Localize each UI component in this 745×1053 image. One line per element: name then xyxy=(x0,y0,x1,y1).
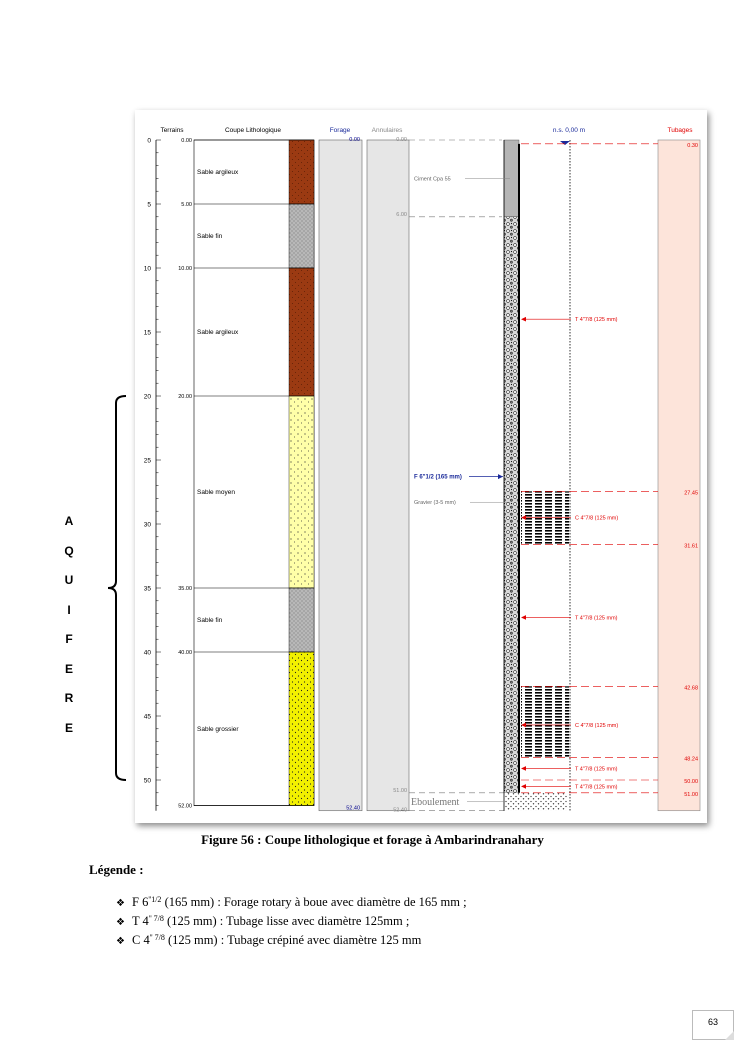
aquifer-bracket xyxy=(100,391,130,785)
drill-diameter-label: F 6"1/2 (165 mm) xyxy=(414,474,462,481)
annulaire-bottom-depth: 52.40 xyxy=(393,807,407,814)
aquifer-letter: F xyxy=(65,632,73,646)
depth-tick-label: 45 xyxy=(143,713,151,721)
casing-label: C 4"7/8 (125 mm) xyxy=(575,515,619,522)
aquifer-letter: E xyxy=(64,720,73,735)
tubage-depth-value: 27.45 xyxy=(684,490,698,497)
screen-section xyxy=(521,686,569,757)
aquifer-letter: A xyxy=(64,514,74,528)
casing-label: T 4"7/8 (125 mm) xyxy=(575,784,618,791)
legend-item-tubage-lisse: ❖ T $4^{'' 7/8}$ (125 mm) : Tubage lisse avec diamètre 125mm ; xyxy=(116,914,410,928)
figure-caption: Figure 56 : Coupe lithologique et forage à Ambarindranahary xyxy=(201,832,544,847)
layer-name: Sable fin xyxy=(197,233,223,240)
forage-column xyxy=(319,140,362,811)
screen-section xyxy=(521,491,569,544)
borehole-log-diagram xyxy=(135,110,707,823)
layer-top-depth: 5.00 xyxy=(181,202,192,208)
header-terrains: Terrains xyxy=(160,127,184,134)
depth-tick-label: 25 xyxy=(143,457,151,465)
depth-tick-label: 5 xyxy=(147,201,151,209)
layer-pattern-clay xyxy=(289,268,314,396)
casing-arrow-icon xyxy=(521,784,526,789)
eboulement-fill xyxy=(504,793,567,811)
depth-tick-label: 35 xyxy=(143,585,151,593)
layer-pattern-fine xyxy=(289,588,314,652)
annulaire-top-depth: 0.00 xyxy=(396,137,407,143)
water-level-marker-icon xyxy=(560,141,570,145)
eboulement-label: Eboulement xyxy=(411,796,460,808)
layer-name: Sable argileux xyxy=(197,329,239,336)
aquifer-letter: Q xyxy=(64,543,74,558)
bracket-path xyxy=(108,396,126,780)
header-tubages: Tubages xyxy=(667,127,693,134)
layer-name: Sable grossier xyxy=(197,725,239,733)
header-annulaires: Annulaires xyxy=(371,127,403,134)
depth-tick-label: 15 xyxy=(143,329,151,337)
depth-tick-label: 50 xyxy=(143,777,151,785)
page-number: 63 xyxy=(707,1017,718,1027)
aquifer-letter: I xyxy=(67,602,71,617)
forage-bottom-depth: 52.40 xyxy=(346,805,360,812)
casing-arrow-icon xyxy=(521,615,526,620)
depth-tick-label: 10 xyxy=(143,265,151,273)
casing-label: T 4"7/8 (125 mm) xyxy=(575,615,618,622)
layer-pattern-clay xyxy=(289,140,314,204)
page-number-box xyxy=(692,1010,734,1040)
drill-arrow-icon xyxy=(498,474,503,479)
layer-top-depth: 20.00 xyxy=(178,394,192,400)
casing-arrow-icon xyxy=(521,766,526,771)
layer-name: Sable argileux xyxy=(197,169,239,176)
gravier-label: Gravier (3-5 mm) xyxy=(414,500,456,507)
header-coupe-lithologique: Coupe Lithologique xyxy=(224,127,282,134)
casing-label: T 4"7/8 (125 mm) xyxy=(575,317,618,324)
tubages-column xyxy=(658,140,700,811)
casing-label: T 4"7/8 (125 mm) xyxy=(575,766,618,773)
gravel-pack xyxy=(504,217,519,793)
layer-pattern-fine xyxy=(289,204,314,268)
depth-tick-label: 40 xyxy=(143,649,151,657)
legend-list xyxy=(116,892,467,949)
header-ns-level: n.s. 0,00 m xyxy=(552,127,586,134)
tubage-depth-value: 42.68 xyxy=(684,685,698,692)
forage-top-depth: 0.00 xyxy=(349,137,360,143)
aquifer-letter: E xyxy=(64,661,73,676)
legend-title: Légende : xyxy=(89,862,144,877)
tubage-depth-value: 50.00 xyxy=(684,779,698,785)
annulaires-column xyxy=(367,140,409,811)
layer-pattern-medium xyxy=(289,396,314,588)
tubage-depth-value: 48.24 xyxy=(684,756,698,763)
aquifer-letter: R xyxy=(64,691,74,705)
ciment-label: Ciment Cpa 55 xyxy=(414,176,451,183)
layer-top-depth: 40.00 xyxy=(178,650,192,656)
layer-name: Sable moyen xyxy=(197,489,235,496)
layer-pattern-coarse xyxy=(289,652,314,806)
legend-item-forage: ❖ F $6^{''1/2}$ (165 mm) : Forage rotary à boue avec diamètre de 165 mm ; xyxy=(116,895,467,909)
depth-tick-label: 0 xyxy=(147,137,151,145)
layer-top-depth: 35.00 xyxy=(178,586,192,592)
tubage-depth-value: 51.00 xyxy=(684,791,698,798)
layer-top-depth: 10.00 xyxy=(178,266,192,272)
tubage-depth-value: 0.30 xyxy=(687,142,698,149)
header-forage: Forage xyxy=(329,127,351,134)
diamond-bullet-icon: ❖ xyxy=(116,936,125,947)
layer-top-depth: 0.00 xyxy=(181,138,192,144)
tubage-depth-value: 31.61 xyxy=(684,543,698,550)
bottom-depth-label: 52.00 xyxy=(178,803,192,810)
page-curl-icon xyxy=(725,1031,734,1040)
casing-arrow-icon xyxy=(521,317,526,322)
legend-item-tubage-crepine: ❖ C $4^{'' 7/8}$ (125 mm) : Tubage crépiné avec diamètre 125 mm xyxy=(116,933,422,947)
ciment-bottom-depth: 6.00 xyxy=(396,211,407,218)
aquifer-letter: U xyxy=(64,573,74,587)
diamond-bullet-icon: ❖ xyxy=(116,917,125,928)
depth-tick-label: 20 xyxy=(143,393,151,401)
depth-tick-label: 30 xyxy=(143,521,151,529)
diamond-bullet-icon: ❖ xyxy=(116,898,125,909)
gravier-bottom-depth: 51.00 xyxy=(393,787,407,794)
casing-label: C 4"7/8 (125 mm) xyxy=(575,722,619,729)
layer-name: Sable fin xyxy=(197,617,223,624)
